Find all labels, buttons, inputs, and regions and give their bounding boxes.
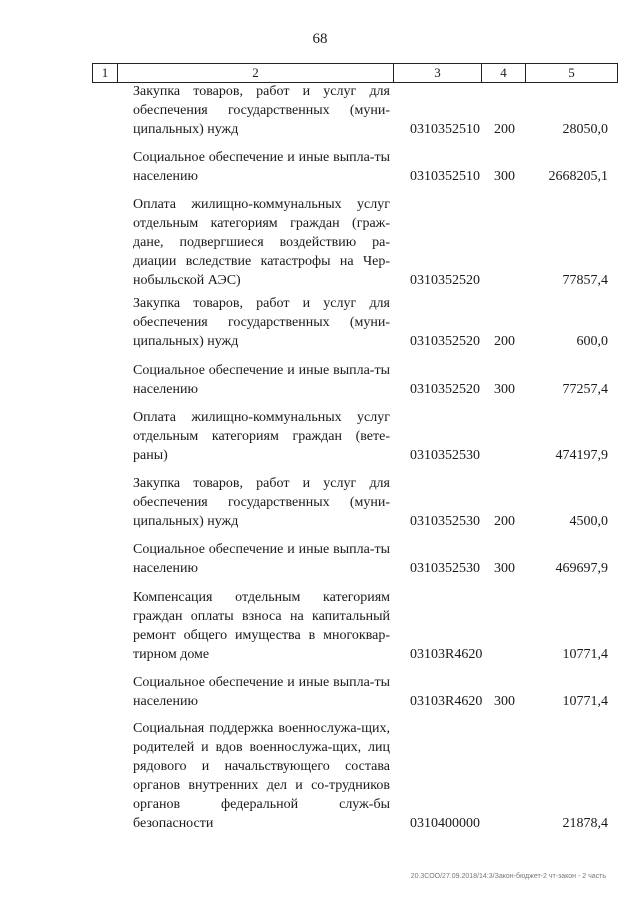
row-amount: 469697,9 bbox=[555, 561, 608, 576]
row-description: Закупка товаров, работ и услуг для обеспечения государственных (муни-ципальных) нужд bbox=[133, 84, 390, 137]
row-description: Оплата жилищно-коммунальных услуг отдельным категориям граждан (граж-дане, подвергшиеся воздействию ра-диации вследствие катастрофы на Чер-нобыльской АЭС) bbox=[133, 197, 390, 288]
row-type: 200 bbox=[494, 334, 515, 349]
row-description: Компенсация отдельным категориям граждан оплаты взноса на капитальный ремонт общего имущества в многоквар-тирном доме bbox=[133, 590, 390, 662]
row-amount: 2668205,1 bbox=[548, 169, 608, 184]
row-type: 300 bbox=[494, 694, 515, 709]
row-code: 0310352520 bbox=[410, 382, 480, 397]
row-amount: 77257,4 bbox=[562, 382, 608, 397]
row-description: Закупка товаров, работ и услуг для обеспечения государственных (муни-ципальных) нужд bbox=[133, 476, 390, 529]
row-code: 03103R4620 bbox=[410, 694, 483, 709]
row-description: Социальное обеспечение и иные выпла-ты населению bbox=[133, 150, 390, 184]
header-cell-1: 1 bbox=[92, 64, 117, 82]
row-description: Социальная поддержка военнослужа-щих, родителей и вдов военнослужа-щих, лиц рядового и начальствующего состава органов внутренних дел и со-трудников органов федеральной служ-бы безопасности bbox=[133, 721, 390, 831]
row-amount: 77857,4 bbox=[562, 273, 608, 288]
row-type: 300 bbox=[494, 382, 515, 397]
row-amount: 28050,0 bbox=[562, 122, 608, 137]
row-code: 0310400000 bbox=[410, 816, 480, 831]
row-amount: 21878,4 bbox=[562, 816, 608, 831]
row-code: 0310352520 bbox=[410, 334, 480, 349]
document-footer: 20.3СОО/27.09.2018/14:3/Закон-бюджет-2 чт-закон - 2 часть bbox=[410, 873, 606, 880]
row-amount: 10771,4 bbox=[562, 647, 608, 662]
row-amount: 474197,9 bbox=[555, 448, 608, 463]
table-header bbox=[92, 63, 618, 83]
row-amount: 600,0 bbox=[576, 334, 608, 349]
row-amount: 10771,4 bbox=[562, 694, 608, 709]
row-code: 03103R4620 bbox=[410, 647, 483, 662]
row-amount: 4500,0 bbox=[569, 514, 608, 529]
page-number: 68 bbox=[312, 31, 328, 47]
row-description: Социальное обеспечение и иные выпла-ты населению bbox=[133, 675, 390, 709]
header-cell-5: 5 bbox=[525, 64, 618, 82]
row-description: Социальное обеспечение и иные выпла-ты населению bbox=[133, 542, 390, 576]
row-type: 300 bbox=[494, 561, 515, 576]
header-cell-4: 4 bbox=[481, 64, 525, 82]
row-code: 0310352530 bbox=[410, 514, 480, 529]
header-cell-2: 2 bbox=[117, 64, 393, 82]
row-type: 200 bbox=[494, 514, 515, 529]
row-description: Оплата жилищно-коммунальных услуг отдельным категориям граждан (вете-раны) bbox=[133, 410, 390, 463]
row-code: 0310352530 bbox=[410, 561, 480, 576]
row-type: 200 bbox=[494, 122, 515, 137]
header-cell-3: 3 bbox=[393, 64, 481, 82]
row-code: 0310352530 bbox=[410, 448, 480, 463]
row-description: Социальное обеспечение и иные выпла-ты населению bbox=[133, 363, 390, 397]
row-code: 0310352520 bbox=[410, 273, 480, 288]
row-code: 0310352510 bbox=[410, 169, 480, 184]
row-code: 0310352510 bbox=[410, 122, 480, 137]
row-description: Закупка товаров, работ и услуг для обеспечения государственных (муни-ципальных) нужд bbox=[133, 296, 390, 349]
row-type: 300 bbox=[494, 169, 515, 184]
